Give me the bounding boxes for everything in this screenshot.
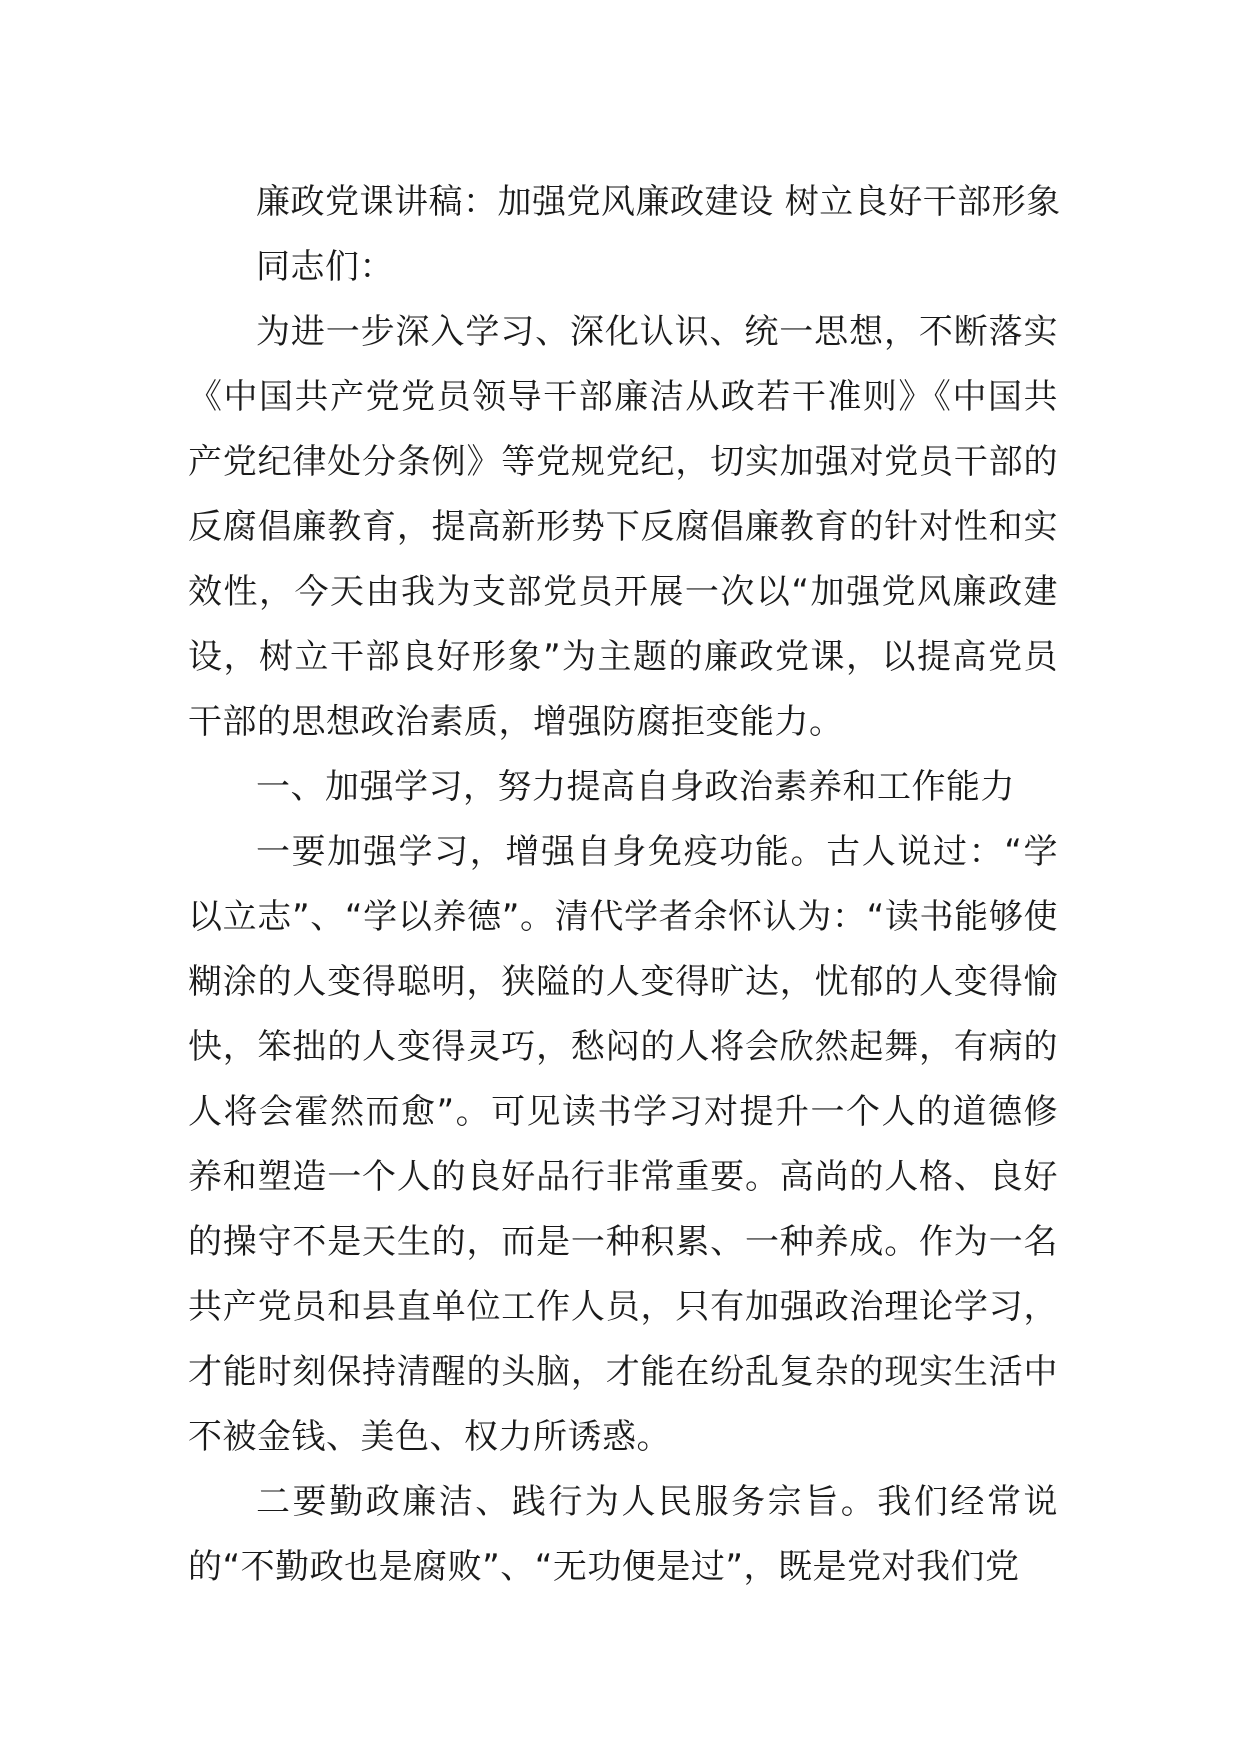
paragraph-study: 一要加强学习，增强自身免疫功能。古人说过：“学以立志”、“学以养德”。清代学者余怀认为：“读书能够使糊涂的人变得聪明，狭隘的人变得旷达，忧郁的人变得愉快，笨拙的人变得灵巧，愁闷的人将会欣然起舞，有病的人将会霍然而愈”。可见读书学习对提升一个人的道德修养和塑造一个人的良好品行非常重要。高尚的人格、良好的操守不是天生的，而是一种积累、一种养成。作为一名共产党员和县直单位工作人员，只有加强政治理论学习，才能时刻保持清醒的头脑，才能在纷乱复杂的现实生活中不被金钱、美色、权力所诱惑。 <box>188 832 1058 1457</box>
document-title: 廉政党课讲稿：加强党风廉政建设 树立良好干部形象 <box>256 182 1061 222</box>
section-heading-1: 一、加强学习，努力提高自身政治素养和工作能力 <box>256 767 1015 807</box>
document-body <box>188 170 1061 1600</box>
paragraph-intro: 为进一步深入学习、深化认识、统一思想，不断落实《中国共产党党员领导干部廉洁从政若干准则》《中国共产党纪律处分条例》等党规党纪，切实加强对党员干部的反腐倡廉教育，提高新形势下反腐倡廉教育的针对性和实效性，今天由我为支部党员开展一次以“加强党风廉政建设，树立干部良好形象”为主题的廉政党课，以提高党员干部的思想政治素质，增强防腐拒变能力。 <box>188 312 1058 742</box>
paragraph-diligence: 二要勤政廉洁、践行为人民服务宗旨。我们经常说的“不勤政也是腐败”、“无功便是过”，既是党对我们党 <box>188 1482 1058 1587</box>
salutation: 同志们： <box>256 247 394 287</box>
